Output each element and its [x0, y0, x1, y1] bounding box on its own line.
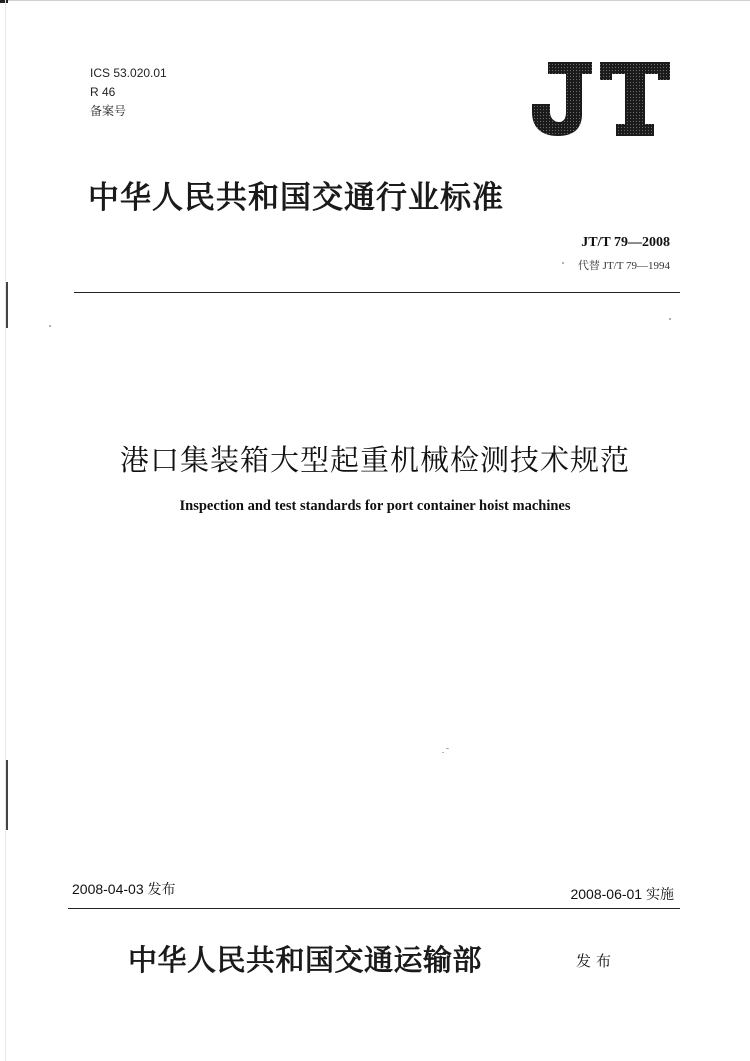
scan-top-edge	[8, 0, 750, 1]
scan-margin-mark	[6, 760, 8, 830]
scan-speck	[562, 262, 564, 264]
implementation-date: 2008-06-01 实施	[570, 886, 674, 902]
scan-speck	[669, 318, 671, 320]
scan-speck	[49, 325, 51, 327]
issuing-authority: 中华人民共和国交通运输部	[128, 943, 483, 977]
document-title-english: Inspection and test standards for port container hoist machines	[179, 498, 571, 514]
header-divider	[74, 292, 680, 293]
document-title-chinese: 港口集装箱大型起重机械检测技术规范	[119, 443, 630, 477]
scan-margin-mark	[6, 282, 8, 328]
record-number-label: 备案号	[90, 104, 127, 118]
issue-date: 2008-04-03 发布	[72, 881, 176, 897]
ics-code: ICS 53.020.01	[90, 66, 167, 80]
scan-left-edge	[5, 0, 6, 1061]
issuing-body-header: 中华人民共和国交通行业标准	[88, 180, 504, 216]
footer-divider	[68, 908, 680, 909]
scan-speck	[446, 748, 449, 749]
jt-logo-icon	[530, 60, 672, 138]
standard-code: JT/T 79—2008	[581, 235, 670, 250]
classification-block	[90, 64, 167, 121]
issuing-authority-suffix: 发布	[576, 952, 617, 970]
scan-corner-mark	[0, 0, 8, 3]
scan-speck	[442, 752, 444, 753]
category-code: R 46	[90, 85, 116, 99]
replaced-standard: 代替 JT/T 79—1994	[577, 260, 670, 272]
